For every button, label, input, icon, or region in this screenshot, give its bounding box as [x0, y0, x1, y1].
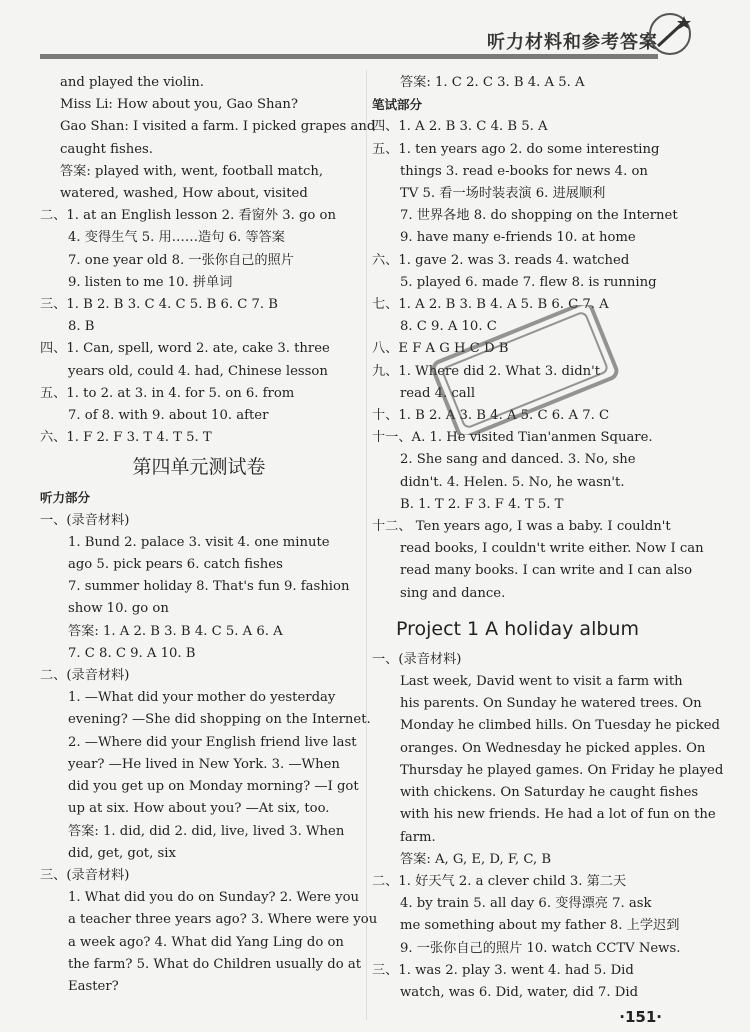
right-column-line: with his new friends. He had a lot of fun on the: [400, 807, 716, 823]
magic-wand-icon: [646, 10, 694, 58]
left-column-line: evening? —She did shopping on the Internet.: [68, 712, 371, 728]
right-column-line: Project 1 A holiday album: [396, 617, 639, 640]
left-column-line: caught fishes.: [60, 141, 153, 157]
left-column-line: 7. C 8. C 9. A 10. B: [68, 645, 196, 661]
header-rule: [40, 54, 658, 59]
left-column-line: Gao Shan: I visited a farm. I picked grapes and: [60, 119, 376, 135]
page-number: ·151·: [619, 1008, 662, 1026]
right-column-line: 2. She sang and danced. 3. No, she: [400, 452, 636, 468]
right-column-line: read 4. call: [400, 385, 476, 401]
right-column-line: 一、(录音材料): [372, 651, 462, 667]
column-divider: [366, 70, 367, 1020]
right-column-line: things 3. read e-books for news 4. on: [400, 163, 648, 179]
right-column-line: 三、1. was 2. play 3. went 4. had 5. Did: [372, 962, 634, 978]
left-column: [40, 72, 378, 998]
left-column-line: a teacher three years ago? 3. Where were you: [68, 912, 378, 928]
right-column-line: Thursday he played games. On Friday he played: [400, 762, 724, 778]
right-column-line: 四、1. A 2. B 3. C 4. B 5. A: [372, 119, 548, 135]
right-column-line: B. 1. T 2. F 3. F 4. T 5. T: [400, 496, 564, 512]
left-column-line: 第四单元测试卷: [132, 456, 266, 479]
left-column-line: year? —He lived in New York. 3. —When: [68, 756, 340, 772]
left-column-line: Miss Li: How about you, Gao Shan?: [60, 97, 298, 113]
left-column-line: 4. 变得生气 5. 用……造句 6. 等答案: [68, 230, 285, 246]
left-column-line: 六、1. F 2. F 3. T 4. T 5. T: [40, 430, 212, 446]
left-column-line: Easter?: [68, 978, 119, 994]
right-column-line: sing and dance.: [400, 585, 506, 601]
left-column-line: watered, washed, How about, visited: [60, 186, 308, 202]
left-column-line: 听力部分: [40, 490, 91, 506]
right-column-line: 十、1. B 2. A 3. B 4. A 5. C 6. A 7. C: [372, 408, 610, 424]
right-column-line: Monday he climbed hills. On Tuesday he picked: [400, 718, 720, 734]
left-column-line: a week ago? 4. What did Yang Ling do on: [68, 934, 344, 950]
right-column-line: 十一、A. 1. He visited Tian'anmen Square.: [372, 430, 653, 446]
right-column-line: read many books. I can write and I can also: [400, 563, 693, 579]
right-column-line: with chickens. On Saturday he caught fishes: [400, 785, 699, 801]
right-column-line: 六、1. gave 2. was 3. reads 4. watched: [372, 252, 630, 268]
left-column-line: 二、1. at an English lesson 2. 看窗外 3. go on: [40, 208, 336, 224]
left-column-line: 1. —What did your mother do yesterday: [68, 690, 336, 706]
right-column-line: 9. 一张你自己的照片 10. watch CCTV News.: [400, 940, 681, 956]
right-column-line: 答案: A, G, E, D, F, C, B: [400, 851, 552, 867]
left-column-line: 五、1. to 2. at 3. in 4. for 5. on 6. from: [40, 385, 295, 401]
left-column-line: did, get, got, six: [68, 845, 176, 861]
left-column-line: 9. listen to me 10. 拼单词: [68, 274, 233, 290]
left-column-line: 1. What did you do on Sunday? 2. Were you: [68, 890, 360, 906]
left-column-line: did you get up on Monday morning? —I got: [68, 779, 359, 795]
right-column-line: TV 5. 看一场时装表演 6. 进展顺利: [400, 186, 606, 202]
right-column-line: 答案: 1. C 2. C 3. B 4. A 5. A: [400, 75, 585, 90]
right-column-line: 五、1. ten years ago 2. do some interesting: [372, 141, 660, 157]
right-column-line: 二、1. 好天气 2. a clever child 3. 第二天: [372, 873, 627, 889]
right-column-line: 5. played 6. made 7. flew 8. is running: [400, 274, 657, 290]
right-column-line: farm.: [400, 829, 436, 845]
left-column-line: up at six. How about you? —At six, too.: [68, 801, 330, 817]
left-column-line: 1. Bund 2. palace 3. visit 4. one minute: [68, 534, 330, 550]
left-column-line: years old, could 4. had, Chinese lesson: [68, 363, 328, 379]
left-column-line: 8. B: [68, 319, 95, 335]
right-column-line: didn't. 4. Helen. 5. No, he wasn't.: [400, 474, 625, 490]
right-column-line: 8. C 9. A 10. C: [400, 319, 497, 335]
right-column-line: Last week, David went to visit a farm with: [400, 674, 683, 690]
right-column-line: oranges. On Wednesday he picked apples. On: [400, 740, 706, 756]
right-column-line: 八、E F A G H C D B: [372, 341, 509, 357]
left-column-line: 三、(录音材料): [40, 867, 130, 883]
right-column-line: 9. have many e-friends 10. at home: [400, 230, 636, 246]
left-column-line: 7. summer holiday 8. That's fun 9. fashion: [68, 579, 350, 595]
right-column-line: read books, I couldn't write either. Now I can: [400, 541, 704, 557]
left-column-line: 7. one year old 8. 一张你自己的照片: [68, 252, 294, 268]
right-column-line: 4. by train 5. all day 6. 变得漂亮 7. ask: [400, 896, 652, 912]
left-column-line: 2. —Where did your English friend live last: [68, 734, 357, 750]
right-column-line: watch, was 6. Did, water, did 7. Did: [400, 984, 639, 1000]
header-title: 听力材料和参考答案: [487, 32, 658, 53]
left-column-line: 答案: 1. A 2. B 3. B 4. C 5. A 6. A: [68, 623, 283, 639]
left-column-line: the farm? 5. What do Children usually do at: [68, 956, 362, 972]
left-column-line: 三、1. B 2. B 3. C 4. C 5. B 6. C 7. B: [40, 297, 278, 313]
left-column-line: show 10. go on: [68, 601, 169, 617]
watermark-stamp: [420, 305, 630, 435]
right-column-line: 7. 世界各地 8. do shopping on the Internet: [400, 208, 678, 224]
right-column-line: his parents. On Sunday he watered trees. On: [400, 696, 702, 712]
left-column-line: 四、1. Can, spell, word 2. ate, cake 3. three: [40, 341, 330, 357]
right-column-line: 七、1. A 2. B 3. B 4. A 5. B 6. C 7. A: [372, 297, 609, 313]
left-column-line: 一、(录音材料): [40, 512, 130, 528]
left-column-line: and played the violin.: [60, 75, 204, 90]
left-column-line: 答案: played with, went, football match,: [60, 163, 324, 179]
right-column-line: me something about my father 8. 上学迟到: [400, 918, 680, 934]
left-column-line: 二、(录音材料): [40, 668, 130, 684]
right-column: [372, 72, 724, 1004]
right-column-line: 笔试部分: [372, 97, 423, 113]
right-column-line: 九、1. Where did 2. What 3. didn't: [372, 363, 601, 379]
left-column-line: ago 5. pick pears 6. catch fishes: [68, 557, 283, 573]
left-column-line: 答案: 1. did, did 2. did, live, lived 3. When: [68, 823, 345, 839]
left-column-line: 7. of 8. with 9. about 10. after: [68, 408, 269, 424]
page-header: [0, 0, 750, 64]
right-column-line: 十二、 Ten years ago, I was a baby. I couldn't: [372, 519, 671, 535]
